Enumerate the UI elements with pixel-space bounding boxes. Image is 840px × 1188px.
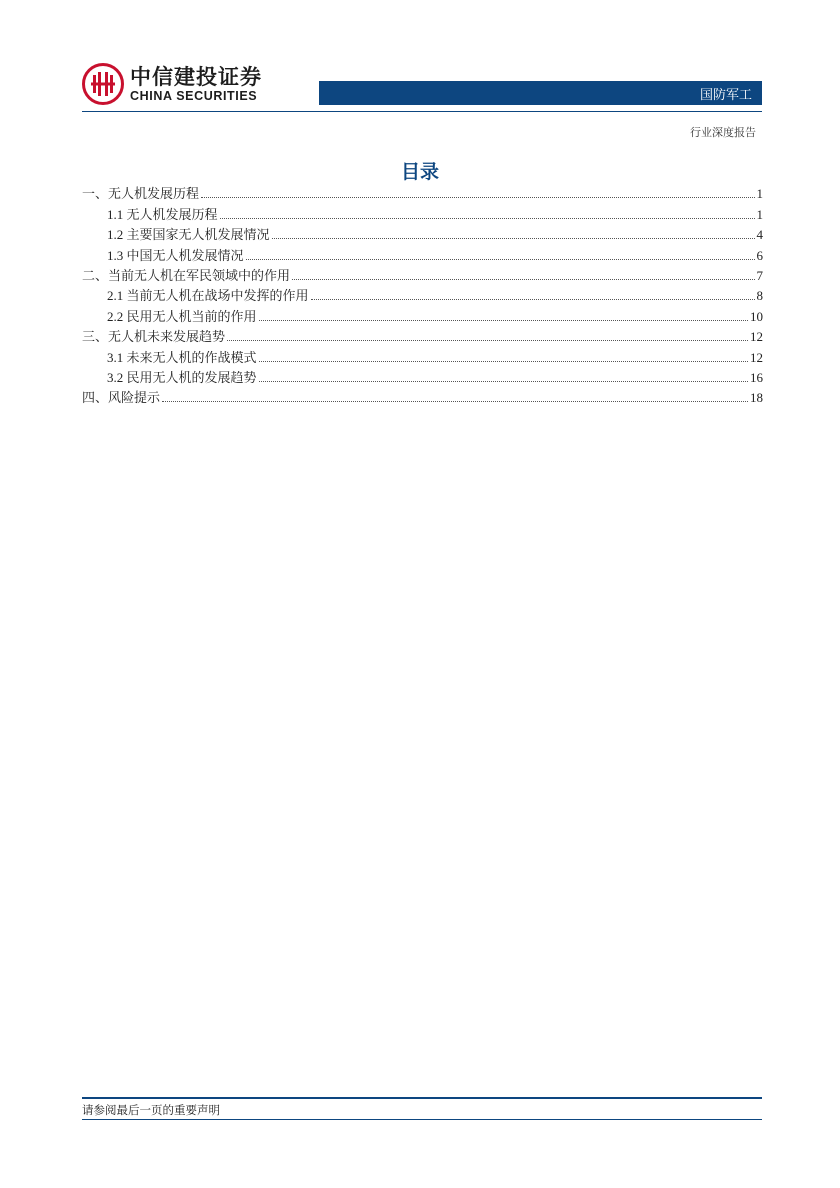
toc-entry-label: 3.1 未来无人机的作战模式: [107, 349, 257, 365]
toc-entry-label: 三、无人机未来发展趋势: [82, 329, 226, 345]
toc-leader-dots: [220, 217, 755, 219]
toc-entry-page: 10: [750, 308, 763, 324]
toc-leader-dots: [246, 258, 755, 260]
toc-entry[interactable]: [82, 202, 763, 222]
toc-leader-dots: [162, 400, 748, 402]
toc-entry-page: 16: [750, 369, 763, 385]
toc-entry[interactable]: [82, 284, 763, 304]
footer-divider-top: [82, 1097, 762, 1099]
toc-entry[interactable]: [82, 223, 763, 243]
toc-entry-label: 2.2 民用无人机当前的作用: [107, 308, 257, 324]
toc-entry[interactable]: [82, 243, 763, 263]
toc-entry-page: 12: [750, 349, 763, 365]
toc-entry-page: 1: [756, 186, 763, 202]
toc-entry-label: 1.2 主要国家无人机发展情况: [107, 227, 270, 243]
footer-divider-bottom: [82, 1119, 762, 1120]
header-divider: [82, 111, 762, 112]
toc-entry-page: 8: [756, 288, 763, 304]
toc-entry-page: 1: [756, 206, 763, 222]
sector-banner: [319, 81, 762, 105]
toc-title: 目录: [400, 161, 439, 183]
table-of-contents: [82, 182, 763, 406]
toc-leader-dots: [227, 339, 748, 341]
toc-leader-dots: [311, 298, 755, 300]
toc-entry-page: 18: [750, 390, 763, 406]
toc-entry-label: 3.2 民用无人机的发展趋势: [107, 369, 257, 385]
toc-entry-page: 12: [750, 329, 763, 345]
logo-english-name: CHINA SECURITIES: [130, 88, 258, 103]
company-logo: [82, 63, 262, 105]
toc-entry-page: 4: [756, 227, 763, 243]
china-securities-logo-icon: [82, 63, 124, 105]
toc-leader-dots: [259, 380, 748, 382]
toc-entry[interactable]: [82, 325, 763, 345]
toc-entry[interactable]: [82, 182, 763, 202]
toc-entry[interactable]: [82, 264, 763, 284]
logo-chinese-name: 中信建投证券: [130, 64, 262, 89]
toc-entry-label: 1.1 无人机发展历程: [107, 206, 218, 222]
toc-entry[interactable]: [82, 304, 763, 324]
toc-entry[interactable]: [82, 345, 763, 365]
toc-leader-dots: [259, 360, 748, 362]
toc-entry[interactable]: [82, 386, 763, 406]
toc-entry-page: 7: [756, 267, 763, 283]
toc-entry-label: 四、风险提示: [82, 390, 161, 406]
toc-leader-dots: [259, 319, 748, 321]
sector-label: 国防军工: [699, 87, 752, 103]
toc-entry-label: 一、无人机发展历程: [82, 186, 200, 202]
toc-entry-label: 二、当前无人机在军民领域中的作用: [82, 267, 291, 283]
toc-leader-dots: [292, 278, 754, 280]
toc-entry[interactable]: [82, 366, 763, 386]
toc-entry-page: 6: [756, 247, 763, 263]
toc-entry-label: 1.3 中国无人机发展情况: [107, 247, 244, 263]
report-type-label: 行业深度报告: [690, 126, 756, 139]
toc-leader-dots: [201, 196, 754, 198]
toc-leader-dots: [272, 237, 755, 239]
footer-disclaimer: 请参阅最后一页的重要声明: [82, 1103, 220, 1117]
toc-entry-label: 2.1 当前无人机在战场中发挥的作用: [107, 288, 309, 304]
